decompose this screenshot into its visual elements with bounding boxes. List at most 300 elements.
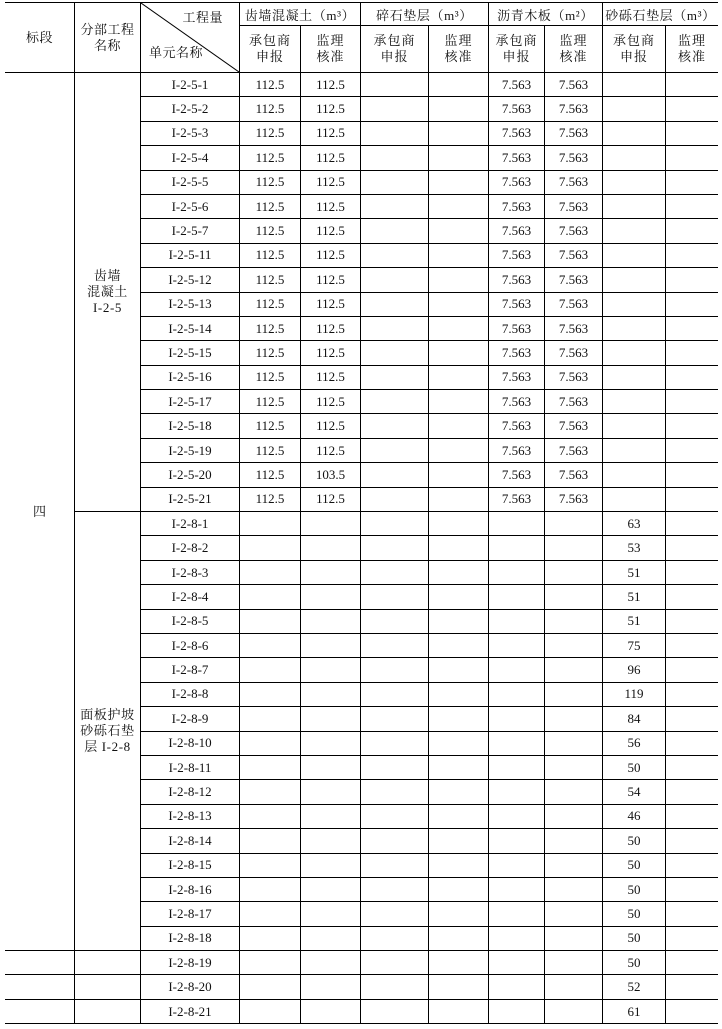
unit-name-cell: I-2-5-18 <box>141 414 240 438</box>
asphalt-board-supervisor-approved-cell <box>545 878 603 902</box>
asphalt-board-supervisor-approved-cell <box>545 732 603 756</box>
tooth-wall-concrete-contractor-declared-cell: 112.5 <box>240 195 301 219</box>
unit-name-cell: I-2-5-15 <box>141 341 240 365</box>
sand-gravel-cushion-supervisor-approved-cell <box>666 195 718 219</box>
tooth-wall-concrete-contractor-declared-cell <box>240 1000 301 1024</box>
asphalt-board-contractor-declared-cell <box>489 561 545 585</box>
sand-gravel-cushion-supervisor-approved-cell <box>666 536 718 560</box>
asphalt-board-supervisor-approved-cell: 7.563 <box>545 414 603 438</box>
asphalt-board-contractor-declared-cell <box>489 536 545 560</box>
asphalt-board-supervisor-approved-cell: 7.563 <box>545 219 603 243</box>
unit-name-cell: I-2-8-5 <box>141 610 240 634</box>
gravel-cushion-supervisor-approved-cell <box>429 732 489 756</box>
gravel-cushion-contractor-declared-cell <box>361 171 429 195</box>
sand-gravel-cushion-supervisor-approved-cell <box>666 122 718 146</box>
asphalt-board-supervisor-approved-cell: 7.563 <box>545 268 603 292</box>
unit-name-cell: I-2-8-9 <box>141 707 240 731</box>
gravel-cushion-supervisor-approved-cell <box>429 341 489 365</box>
gravel-cushion-supervisor-approved-cell <box>429 1000 489 1024</box>
tooth-wall-concrete-supervisor-approved-cell <box>301 1000 361 1024</box>
gravel-cushion-contractor-declared-cell <box>361 658 429 682</box>
asphalt-board-contractor-declared-cell <box>489 927 545 951</box>
asphalt-board-contractor-declared-cell <box>489 658 545 682</box>
tooth-wall-concrete-contractor-declared-cell <box>240 780 301 804</box>
sand-gravel-cushion-supervisor-approved-cell <box>666 171 718 195</box>
tooth-wall-concrete-supervisor-approved-cell <box>301 536 361 560</box>
gravel-cushion-contractor-declared-cell <box>361 366 429 390</box>
sand-gravel-cushion-supervisor-approved-cell <box>666 341 718 365</box>
header-sub-line: 承包商 <box>612 33 655 48</box>
gravel-cushion-supervisor-approved-cell <box>429 146 489 170</box>
gravel-cushion-contractor-declared-cell <box>361 902 429 926</box>
unit-name-cell: I-2-5-12 <box>141 268 240 292</box>
asphalt-board-supervisor-approved-cell <box>545 610 603 634</box>
asphalt-board-contractor-declared-cell <box>489 805 545 829</box>
tooth-wall-concrete-supervisor-approved-cell <box>301 732 361 756</box>
tooth-wall-concrete-contractor-declared-cell <box>240 951 301 975</box>
tooth-wall-concrete-contractor-declared-cell <box>240 536 301 560</box>
tooth-wall-concrete-contractor-declared-cell <box>240 585 301 609</box>
gravel-cushion-contractor-declared-cell <box>361 146 429 170</box>
tooth-wall-concrete-contractor-declared-cell <box>240 975 301 999</box>
division-cell <box>75 512 141 951</box>
header-sub-line: 承包商 <box>373 33 416 48</box>
gravel-cushion-supervisor-approved-cell <box>429 805 489 829</box>
asphalt-board-contractor-declared-cell <box>489 756 545 780</box>
asphalt-board-supervisor-approved-cell <box>545 756 603 780</box>
unit-name-cell: I-2-8-18 <box>141 927 240 951</box>
gravel-cushion-supervisor-approved-cell <box>429 756 489 780</box>
gravel-cushion-contractor-declared-cell <box>361 805 429 829</box>
asphalt-board-contractor-declared-cell: 7.563 <box>489 97 545 121</box>
asphalt-board-contractor-declared-cell <box>489 707 545 731</box>
asphalt-board-supervisor-approved-cell <box>545 951 603 975</box>
tooth-wall-concrete-supervisor-approved-cell: 112.5 <box>301 195 361 219</box>
tooth-wall-concrete-contractor-declared-cell: 112.5 <box>240 122 301 146</box>
sand-gravel-cushion-supervisor-approved-cell <box>666 732 718 756</box>
gravel-cushion-contractor-declared-cell <box>361 219 429 243</box>
sand-gravel-cushion-contractor-declared-cell: 53 <box>603 536 666 560</box>
tooth-wall-concrete-supervisor-approved-cell: 112.5 <box>301 341 361 365</box>
asphalt-board-supervisor-approved-cell: 7.563 <box>545 171 603 195</box>
tooth-wall-concrete-supervisor-approved-cell <box>301 634 361 658</box>
asphalt-board-supervisor-approved-cell <box>545 707 603 731</box>
asphalt-board-contractor-declared-cell <box>489 585 545 609</box>
asphalt-board-contractor-declared-cell: 7.563 <box>489 195 545 219</box>
asphalt-board-supervisor-approved-cell: 7.563 <box>545 366 603 390</box>
unit-name-cell: I-2-8-13 <box>141 805 240 829</box>
sand-gravel-cushion-supervisor-approved-cell <box>666 244 718 268</box>
asphalt-board-supervisor-approved-cell: 7.563 <box>545 293 603 317</box>
tooth-wall-concrete-supervisor-approved-cell: 112.5 <box>301 244 361 268</box>
gravel-cushion-contractor-declared-cell <box>361 268 429 292</box>
gravel-cushion-contractor-declared-cell <box>361 73 429 97</box>
header-contractor-declared <box>603 26 666 73</box>
sand-gravel-cushion-contractor-declared-cell <box>603 73 666 97</box>
sand-gravel-cushion-contractor-declared-cell: 50 <box>603 951 666 975</box>
gravel-cushion-supervisor-approved-cell <box>429 73 489 97</box>
tooth-wall-concrete-contractor-declared-cell: 112.5 <box>240 341 301 365</box>
tooth-wall-concrete-supervisor-approved-cell <box>301 902 361 926</box>
tooth-wall-concrete-contractor-declared-cell <box>240 878 301 902</box>
asphalt-board-contractor-declared-cell <box>489 854 545 878</box>
unit-name-cell: I-2-5-1 <box>141 73 240 97</box>
header-sub-line: 申报 <box>380 49 409 64</box>
asphalt-board-supervisor-approved-cell <box>545 805 603 829</box>
gravel-cushion-contractor-declared-cell <box>361 634 429 658</box>
tooth-wall-concrete-contractor-declared-cell: 112.5 <box>240 366 301 390</box>
asphalt-board-contractor-declared-cell <box>489 951 545 975</box>
unit-name-cell: I-2-8-12 <box>141 780 240 804</box>
gravel-cushion-supervisor-approved-cell <box>429 219 489 243</box>
tooth-wall-concrete-contractor-declared-cell: 112.5 <box>240 97 301 121</box>
header-section-label: 标段 <box>25 29 53 45</box>
tooth-wall-concrete-contractor-declared-cell <box>240 658 301 682</box>
sand-gravel-cushion-contractor-declared-cell: 63 <box>603 512 666 536</box>
header-sub-line: 承包商 <box>248 33 291 48</box>
tooth-wall-concrete-supervisor-approved-cell: 112.5 <box>301 268 361 292</box>
unit-name-cell: I-2-8-15 <box>141 854 240 878</box>
sand-gravel-cushion-contractor-declared-cell <box>603 171 666 195</box>
header-sub-line: 申报 <box>255 49 284 64</box>
asphalt-board-supervisor-approved-cell: 7.563 <box>545 195 603 219</box>
gravel-cushion-contractor-declared-cell <box>361 97 429 121</box>
gravel-cushion-supervisor-approved-cell <box>429 439 489 463</box>
gravel-cushion-contractor-declared-cell <box>361 244 429 268</box>
tooth-wall-concrete-supervisor-approved-cell: 112.5 <box>301 73 361 97</box>
header-asphalt-board: 沥青木板（m²） <box>489 3 603 26</box>
tooth-wall-concrete-supervisor-approved-cell: 112.5 <box>301 146 361 170</box>
tooth-wall-concrete-supervisor-approved-cell: 112.5 <box>301 122 361 146</box>
gravel-cushion-contractor-declared-cell <box>361 854 429 878</box>
unit-name-cell: I-2-8-20 <box>141 975 240 999</box>
asphalt-board-contractor-declared-cell <box>489 512 545 536</box>
gravel-cushion-supervisor-approved-cell <box>429 707 489 731</box>
asphalt-board-contractor-declared-cell: 7.563 <box>489 171 545 195</box>
asphalt-board-supervisor-approved-cell: 7.563 <box>545 244 603 268</box>
sand-gravel-cushion-contractor-declared-cell: 50 <box>603 829 666 853</box>
gravel-cushion-supervisor-approved-cell <box>429 122 489 146</box>
tooth-wall-concrete-supervisor-approved-cell: 112.5 <box>301 366 361 390</box>
division-cell <box>75 951 141 975</box>
tooth-wall-concrete-contractor-declared-cell <box>240 634 301 658</box>
tooth-wall-concrete-contractor-declared-cell <box>240 561 301 585</box>
tooth-wall-concrete-contractor-declared-cell: 112.5 <box>240 244 301 268</box>
asphalt-board-supervisor-approved-cell <box>545 1000 603 1024</box>
sand-gravel-cushion-supervisor-approved-cell <box>666 488 718 512</box>
gravel-cushion-supervisor-approved-cell <box>429 171 489 195</box>
unit-name-cell: I-2-5-20 <box>141 463 240 487</box>
header-supervisor-approved <box>545 26 603 73</box>
asphalt-board-supervisor-approved-cell <box>545 585 603 609</box>
header-supervisor-approved <box>429 26 489 73</box>
tooth-wall-concrete-contractor-declared-cell: 112.5 <box>240 293 301 317</box>
sand-gravel-cushion-supervisor-approved-cell <box>666 878 718 902</box>
sand-gravel-cushion-supervisor-approved-cell <box>666 707 718 731</box>
header-contractor-declared <box>361 26 429 73</box>
unit-name-cell: I-2-5-17 <box>141 390 240 414</box>
sand-gravel-cushion-contractor-declared-cell: 56 <box>603 732 666 756</box>
unit-name-cell: I-2-8-11 <box>141 756 240 780</box>
sand-gravel-cushion-supervisor-approved-cell <box>666 585 718 609</box>
asphalt-board-supervisor-approved-cell: 7.563 <box>545 146 603 170</box>
gravel-cushion-supervisor-approved-cell <box>429 268 489 292</box>
header-sub-line: 核准 <box>316 49 345 64</box>
header-division-line: 分部工程 <box>80 21 135 37</box>
gravel-cushion-contractor-declared-cell <box>361 878 429 902</box>
gravel-cushion-supervisor-approved-cell <box>429 317 489 341</box>
gravel-cushion-contractor-declared-cell <box>361 414 429 438</box>
tooth-wall-concrete-supervisor-approved-cell <box>301 927 361 951</box>
asphalt-board-supervisor-approved-cell <box>545 683 603 707</box>
section-cell <box>5 1000 75 1024</box>
header-quantity-label: 工程量 <box>182 10 223 25</box>
section-cell <box>5 951 75 975</box>
sand-gravel-cushion-supervisor-approved-cell <box>666 73 718 97</box>
sand-gravel-cushion-supervisor-approved-cell <box>666 975 718 999</box>
gravel-cushion-supervisor-approved-cell <box>429 902 489 926</box>
tooth-wall-concrete-contractor-declared-cell <box>240 756 301 780</box>
header-sand-gravel-cushion: 砂砾石垫层（m³） <box>603 3 718 26</box>
asphalt-board-contractor-declared-cell: 7.563 <box>489 390 545 414</box>
sand-gravel-cushion-contractor-declared-cell <box>603 97 666 121</box>
gravel-cushion-supervisor-approved-cell <box>429 829 489 853</box>
sand-gravel-cushion-contractor-declared-cell <box>603 122 666 146</box>
asphalt-board-supervisor-approved-cell <box>545 854 603 878</box>
gravel-cushion-contractor-declared-cell <box>361 780 429 804</box>
sand-gravel-cushion-contractor-declared-cell <box>603 146 666 170</box>
asphalt-board-contractor-declared-cell <box>489 975 545 999</box>
gravel-cushion-contractor-declared-cell <box>361 829 429 853</box>
sand-gravel-cushion-supervisor-approved-cell <box>666 463 718 487</box>
gravel-cushion-supervisor-approved-cell <box>429 927 489 951</box>
sand-gravel-cushion-contractor-declared-cell: 75 <box>603 634 666 658</box>
asphalt-board-supervisor-approved-cell <box>545 536 603 560</box>
asphalt-board-supervisor-approved-cell <box>545 634 603 658</box>
asphalt-board-supervisor-approved-cell <box>545 512 603 536</box>
sand-gravel-cushion-supervisor-approved-cell <box>666 951 718 975</box>
sand-gravel-cushion-supervisor-approved-cell <box>666 97 718 121</box>
gravel-cushion-contractor-declared-cell <box>361 317 429 341</box>
gravel-cushion-contractor-declared-cell <box>361 732 429 756</box>
tooth-wall-concrete-supervisor-approved-cell: 112.5 <box>301 317 361 341</box>
unit-name-cell: I-2-5-16 <box>141 366 240 390</box>
sand-gravel-cushion-supervisor-approved-cell <box>666 561 718 585</box>
unit-name-cell: I-2-8-6 <box>141 634 240 658</box>
sand-gravel-cushion-supervisor-approved-cell <box>666 512 718 536</box>
asphalt-board-supervisor-approved-cell <box>545 829 603 853</box>
asphalt-board-contractor-declared-cell: 7.563 <box>489 366 545 390</box>
asphalt-board-supervisor-approved-cell: 7.563 <box>545 463 603 487</box>
tooth-wall-concrete-contractor-declared-cell <box>240 854 301 878</box>
gravel-cushion-contractor-declared-cell <box>361 463 429 487</box>
gravel-cushion-supervisor-approved-cell <box>429 463 489 487</box>
gravel-cushion-supervisor-approved-cell <box>429 488 489 512</box>
sand-gravel-cushion-contractor-declared-cell <box>603 268 666 292</box>
asphalt-board-contractor-declared-cell: 7.563 <box>489 268 545 292</box>
gravel-cushion-supervisor-approved-cell <box>429 293 489 317</box>
gravel-cushion-supervisor-approved-cell <box>429 244 489 268</box>
tooth-wall-concrete-supervisor-approved-cell <box>301 805 361 829</box>
asphalt-board-contractor-declared-cell: 7.563 <box>489 463 545 487</box>
sand-gravel-cushion-supervisor-approved-cell <box>666 366 718 390</box>
header-supervisor-approved <box>666 26 718 73</box>
tooth-wall-concrete-contractor-declared-cell <box>240 829 301 853</box>
gravel-cushion-supervisor-approved-cell <box>429 610 489 634</box>
sand-gravel-cushion-supervisor-approved-cell <box>666 658 718 682</box>
tooth-wall-concrete-supervisor-approved-cell <box>301 975 361 999</box>
asphalt-board-contractor-declared-cell: 7.563 <box>489 122 545 146</box>
sand-gravel-cushion-supervisor-approved-cell <box>666 780 718 804</box>
division-cell <box>75 975 141 999</box>
gravel-cushion-supervisor-approved-cell <box>429 561 489 585</box>
gravel-cushion-contractor-declared-cell <box>361 707 429 731</box>
header-sub-line: 核准 <box>677 49 706 64</box>
unit-name-cell: I-2-8-4 <box>141 585 240 609</box>
tooth-wall-concrete-supervisor-approved-cell <box>301 951 361 975</box>
sand-gravel-cushion-supervisor-approved-cell <box>666 634 718 658</box>
sand-gravel-cushion-contractor-declared-cell: 51 <box>603 561 666 585</box>
gravel-cushion-contractor-declared-cell <box>361 341 429 365</box>
tooth-wall-concrete-supervisor-approved-cell <box>301 829 361 853</box>
unit-name-cell: I-2-8-17 <box>141 902 240 926</box>
sand-gravel-cushion-supervisor-approved-cell <box>666 293 718 317</box>
tooth-wall-concrete-contractor-declared-cell: 112.5 <box>240 390 301 414</box>
gravel-cushion-supervisor-approved-cell <box>429 97 489 121</box>
tooth-wall-concrete-contractor-declared-cell: 112.5 <box>240 439 301 463</box>
division-name-line: I-2-5 <box>93 300 122 316</box>
gravel-cushion-supervisor-approved-cell <box>429 390 489 414</box>
gravel-cushion-contractor-declared-cell <box>361 927 429 951</box>
gravel-cushion-contractor-declared-cell <box>361 756 429 780</box>
header-sub-line: 申报 <box>502 49 531 64</box>
gravel-cushion-contractor-declared-cell <box>361 610 429 634</box>
sand-gravel-cushion-contractor-declared-cell <box>603 195 666 219</box>
gravel-cushion-contractor-declared-cell <box>361 536 429 560</box>
asphalt-board-supervisor-approved-cell: 7.563 <box>545 73 603 97</box>
unit-name-cell: I-2-5-5 <box>141 171 240 195</box>
unit-name-cell: I-2-5-2 <box>141 97 240 121</box>
sand-gravel-cushion-supervisor-approved-cell <box>666 902 718 926</box>
sand-gravel-cushion-contractor-declared-cell <box>603 293 666 317</box>
sand-gravel-cushion-supervisor-approved-cell <box>666 414 718 438</box>
sand-gravel-cushion-contractor-declared-cell: 50 <box>603 902 666 926</box>
unit-name-cell: I-2-5-4 <box>141 146 240 170</box>
sand-gravel-cushion-contractor-declared-cell <box>603 219 666 243</box>
gravel-cushion-supervisor-approved-cell <box>429 366 489 390</box>
sand-gravel-cushion-contractor-declared-cell <box>603 439 666 463</box>
unit-name-cell: I-2-5-11 <box>141 244 240 268</box>
gravel-cushion-contractor-declared-cell <box>361 975 429 999</box>
header-sub-line: 监理 <box>444 33 473 48</box>
gravel-cushion-supervisor-approved-cell <box>429 634 489 658</box>
asphalt-board-contractor-declared-cell: 7.563 <box>489 488 545 512</box>
gravel-cushion-contractor-declared-cell <box>361 488 429 512</box>
asphalt-board-contractor-declared-cell <box>489 902 545 926</box>
asphalt-board-supervisor-approved-cell: 7.563 <box>545 341 603 365</box>
unit-name-cell: I-2-5-21 <box>141 488 240 512</box>
sand-gravel-cushion-supervisor-approved-cell <box>666 610 718 634</box>
gravel-cushion-contractor-declared-cell <box>361 585 429 609</box>
sand-gravel-cushion-supervisor-approved-cell <box>666 683 718 707</box>
sand-gravel-cushion-supervisor-approved-cell <box>666 219 718 243</box>
sand-gravel-cushion-supervisor-approved-cell <box>666 146 718 170</box>
gravel-cushion-contractor-declared-cell <box>361 439 429 463</box>
sand-gravel-cushion-contractor-declared-cell: 52 <box>603 975 666 999</box>
gravel-cushion-supervisor-approved-cell <box>429 951 489 975</box>
asphalt-board-supervisor-approved-cell <box>545 561 603 585</box>
gravel-cushion-contractor-declared-cell <box>361 951 429 975</box>
tooth-wall-concrete-contractor-declared-cell <box>240 805 301 829</box>
tooth-wall-concrete-supervisor-approved-cell: 112.5 <box>301 293 361 317</box>
tooth-wall-concrete-supervisor-approved-cell <box>301 658 361 682</box>
tooth-wall-concrete-supervisor-approved-cell: 112.5 <box>301 414 361 438</box>
sand-gravel-cushion-supervisor-approved-cell <box>666 927 718 951</box>
header-section <box>5 3 75 73</box>
header-tooth-wall-concrete: 齿墙混凝土（m³） <box>240 3 361 26</box>
division-name-line: 齿墙 <box>93 268 122 284</box>
gravel-cushion-contractor-declared-cell <box>361 561 429 585</box>
header-sub-line: 承包商 <box>495 33 538 48</box>
tooth-wall-concrete-supervisor-approved-cell: 112.5 <box>301 439 361 463</box>
sand-gravel-cushion-contractor-declared-cell <box>603 366 666 390</box>
sand-gravel-cushion-contractor-declared-cell: 51 <box>603 610 666 634</box>
tooth-wall-concrete-contractor-declared-cell <box>240 927 301 951</box>
sand-gravel-cushion-supervisor-approved-cell <box>666 317 718 341</box>
header-gravel-cushion: 碎石垫层（m³） <box>361 3 489 26</box>
unit-name-cell: I-2-8-14 <box>141 829 240 853</box>
sand-gravel-cushion-contractor-declared-cell <box>603 341 666 365</box>
sand-gravel-cushion-supervisor-approved-cell <box>666 390 718 414</box>
sand-gravel-cushion-contractor-declared-cell: 50 <box>603 927 666 951</box>
tooth-wall-concrete-supervisor-approved-cell <box>301 512 361 536</box>
tooth-wall-concrete-contractor-declared-cell <box>240 707 301 731</box>
tooth-wall-concrete-supervisor-approved-cell <box>301 561 361 585</box>
sand-gravel-cushion-contractor-declared-cell <box>603 414 666 438</box>
sand-gravel-cushion-contractor-declared-cell: 119 <box>603 683 666 707</box>
header-sub-line: 申报 <box>619 49 648 64</box>
asphalt-board-contractor-declared-cell <box>489 732 545 756</box>
header-unit-name-label: 单元名称 <box>149 45 204 60</box>
asphalt-board-supervisor-approved-cell <box>545 780 603 804</box>
tooth-wall-concrete-supervisor-approved-cell <box>301 707 361 731</box>
tooth-wall-concrete-supervisor-approved-cell: 112.5 <box>301 488 361 512</box>
tooth-wall-concrete-contractor-declared-cell: 112.5 <box>240 488 301 512</box>
tooth-wall-concrete-contractor-declared-cell: 112.5 <box>240 146 301 170</box>
asphalt-board-contractor-declared-cell: 7.563 <box>489 244 545 268</box>
sand-gravel-cushion-contractor-declared-cell: 50 <box>603 854 666 878</box>
sand-gravel-cushion-contractor-declared-cell: 96 <box>603 658 666 682</box>
tooth-wall-concrete-supervisor-approved-cell <box>301 683 361 707</box>
asphalt-board-contractor-declared-cell: 7.563 <box>489 317 545 341</box>
gravel-cushion-contractor-declared-cell <box>361 683 429 707</box>
gravel-cushion-contractor-declared-cell <box>361 1000 429 1024</box>
header-sub-line: 核准 <box>559 49 588 64</box>
tooth-wall-concrete-supervisor-approved-cell: 112.5 <box>301 97 361 121</box>
division-name-line: 混凝土 <box>87 284 128 300</box>
header-sub-line: 监理 <box>316 33 345 48</box>
unit-name-cell: I-2-8-8 <box>141 683 240 707</box>
tooth-wall-concrete-contractor-declared-cell <box>240 732 301 756</box>
gravel-cushion-supervisor-approved-cell <box>429 780 489 804</box>
asphalt-board-contractor-declared-cell <box>489 1000 545 1024</box>
asphalt-board-supervisor-approved-cell <box>545 927 603 951</box>
division-cell <box>75 73 141 512</box>
sand-gravel-cushion-contractor-declared-cell <box>603 488 666 512</box>
unit-name-cell: I-2-5-7 <box>141 219 240 243</box>
unit-name-cell: I-2-5-14 <box>141 317 240 341</box>
gravel-cushion-supervisor-approved-cell <box>429 512 489 536</box>
